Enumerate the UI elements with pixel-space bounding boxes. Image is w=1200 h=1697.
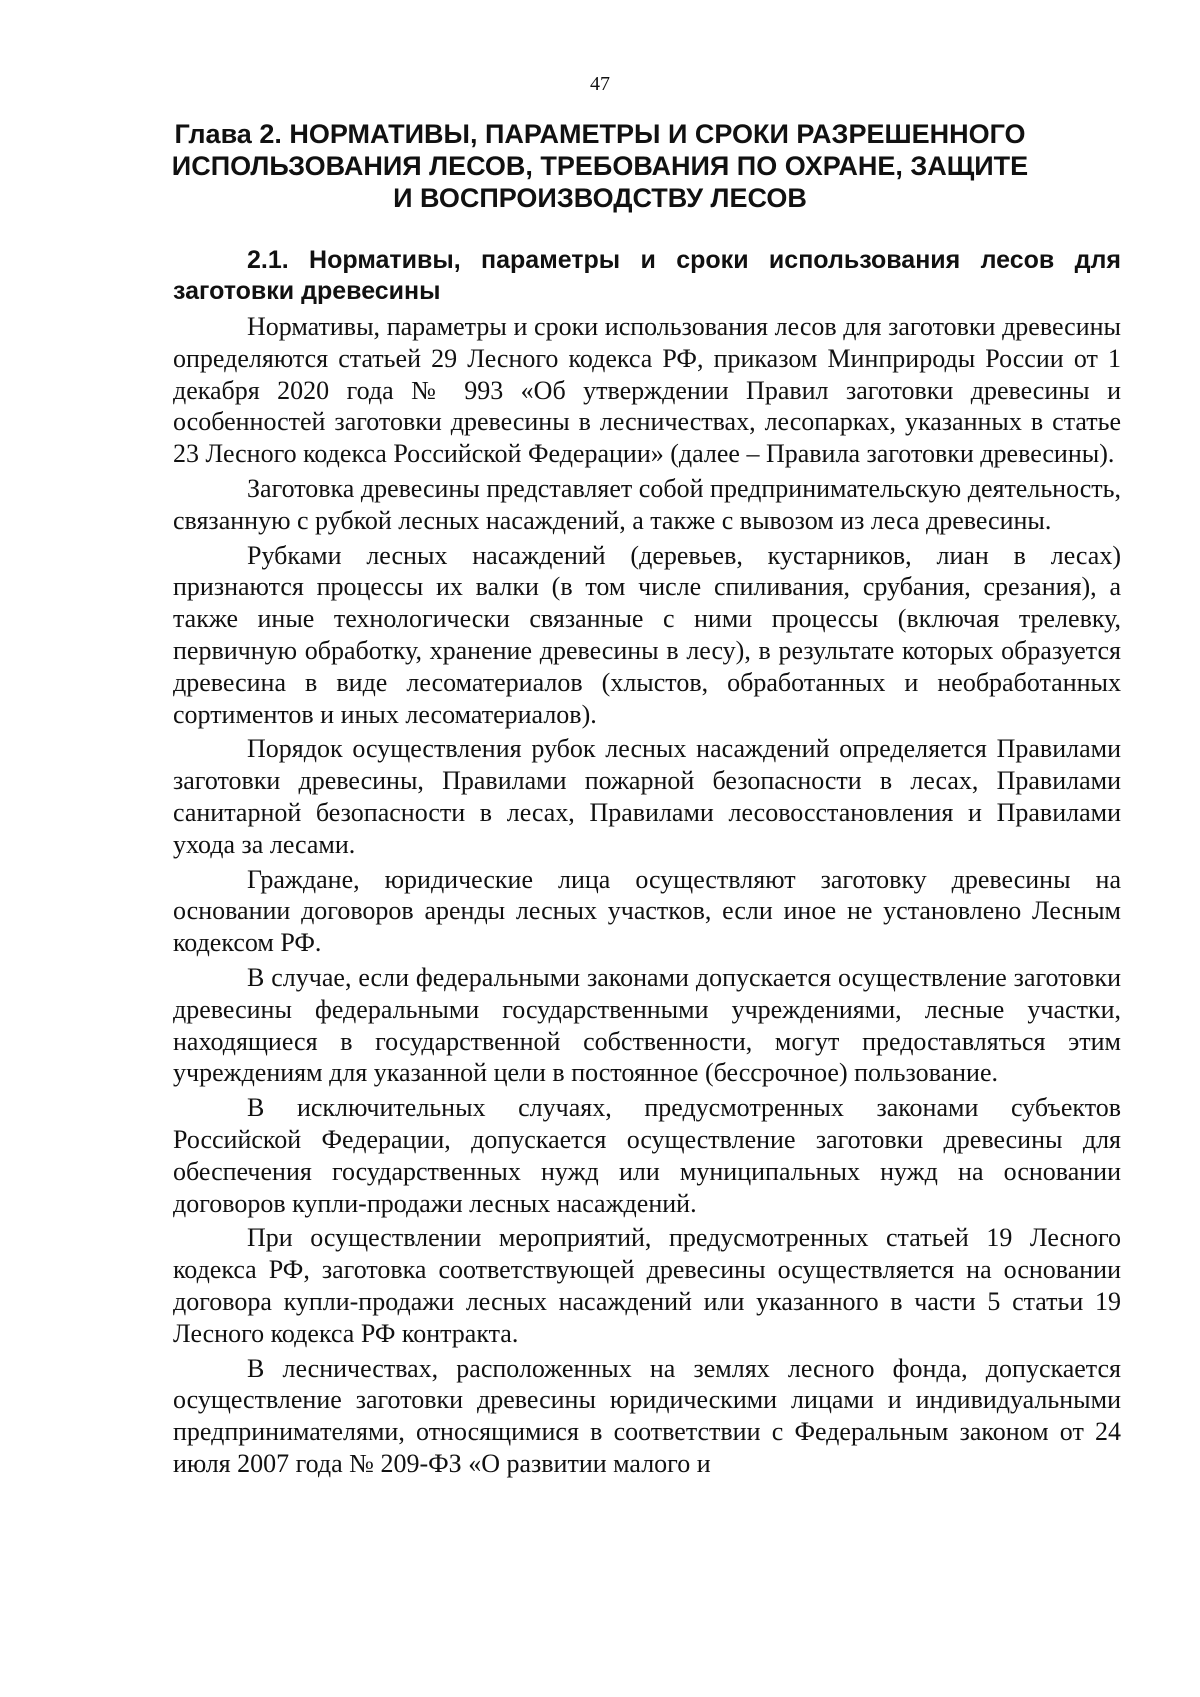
paragraph: В исключительных случаях, предусмотренных законами субъектов Российской Федерации, допускается осуществление заготовки древесины для обеспечения государственных нужд или муниципальных нужд на основании договоров купли-продажи лесных насаждений. [173, 1093, 1121, 1218]
page-number: 47 [590, 73, 610, 95]
paragraph: При осуществлении мероприятий, предусмотренных статьей 19 Лесного кодекса РФ, заготовка соответствующей древесины осуществляется на основании договора купли-продажи лесных насаждений или указанного в части 5 статьи 19 Лесного кодекса РФ контракта. [173, 1223, 1121, 1348]
body-text [173, 311, 1121, 1483]
paragraph: Заготовка древесины представляет собой предпринимательскую деятельность, связанную с рубкой лесных насаждений, а также с вывозом из леса древесины. [173, 473, 1121, 535]
paragraph: Нормативы, параметры и сроки использования лесов для заготовки древесины определяются статьей 29 Лесного кодекса РФ, приказом Минприроды России от 1 декабря 2020 года № 993 «Об утверждении Правил заготовки древесины и особенностей заготовки древесины в лесничествах, лесопарках, указанных в статье 23 Лесного кодекса Российской Федерации» (далее – Правила заготовки древесины). [173, 312, 1121, 469]
paragraph: Рубками лесных насаждений (деревьев, кустарников, лиан в лесах) признаются процессы их валки (в том числе спиливания, срубания, срезания), а также иные технологически связанные с ними процессы (включая трелевку, первичную обработку, хранение древесины в лесу), в результате которых образуется древесина в виде лесоматериалов (хлыстов, обработанных и необработанных сортиментов и иных лесоматериалов). [173, 540, 1121, 729]
chapter-title: Глава 2. НОРМАТИВЫ, ПАРАМЕТРЫ И СРОКИ РАЗРЕШЕННОГО ИСПОЛЬЗОВАНИЯ ЛЕСОВ, ТРЕБОВАНИЯ ПО ОХРАНЕ, ЗАЩИТЕ И ВОСПРОИЗВОДСТВУ ЛЕСОВ [171, 119, 1029, 213]
paragraph: Граждане, юридические лица осуществляют заготовку древесины на основании договоров аренды лесных участков, если иное не установлено Лесным кодексом РФ. [173, 864, 1121, 958]
paragraph: Порядок осуществления рубок лесных насаждений определяется Правилами заготовки древесины, Правилами пожарной безопасности в лесах, Правилами санитарной безопасности в лесах, Правилами лесовосстановления и Правилами ухода за лесами. [173, 734, 1121, 859]
paragraph: В случае, если федеральными законами допускается осуществление заготовки древесины федеральными государственными учреждениями, лесные участки, находящиеся в государственной собственности, могут предоставляться этим учреждениям для указанной цели в постоянное (бессрочное) пользование. [173, 962, 1121, 1088]
section-title: 2.1. Нормативы, параметры и сроки использования лесов для заготовки древесины [173, 246, 1121, 305]
paragraph: В лесничествах, расположенных на землях лесного фонда, допускается осуществление заготовки древесины юридическими лицами и индивидуальными предпринимателями, относящимися в соответствии с Федеральным законом от 24 июля 2007 года № 209-ФЗ «О развитии малого и [173, 1353, 1121, 1478]
